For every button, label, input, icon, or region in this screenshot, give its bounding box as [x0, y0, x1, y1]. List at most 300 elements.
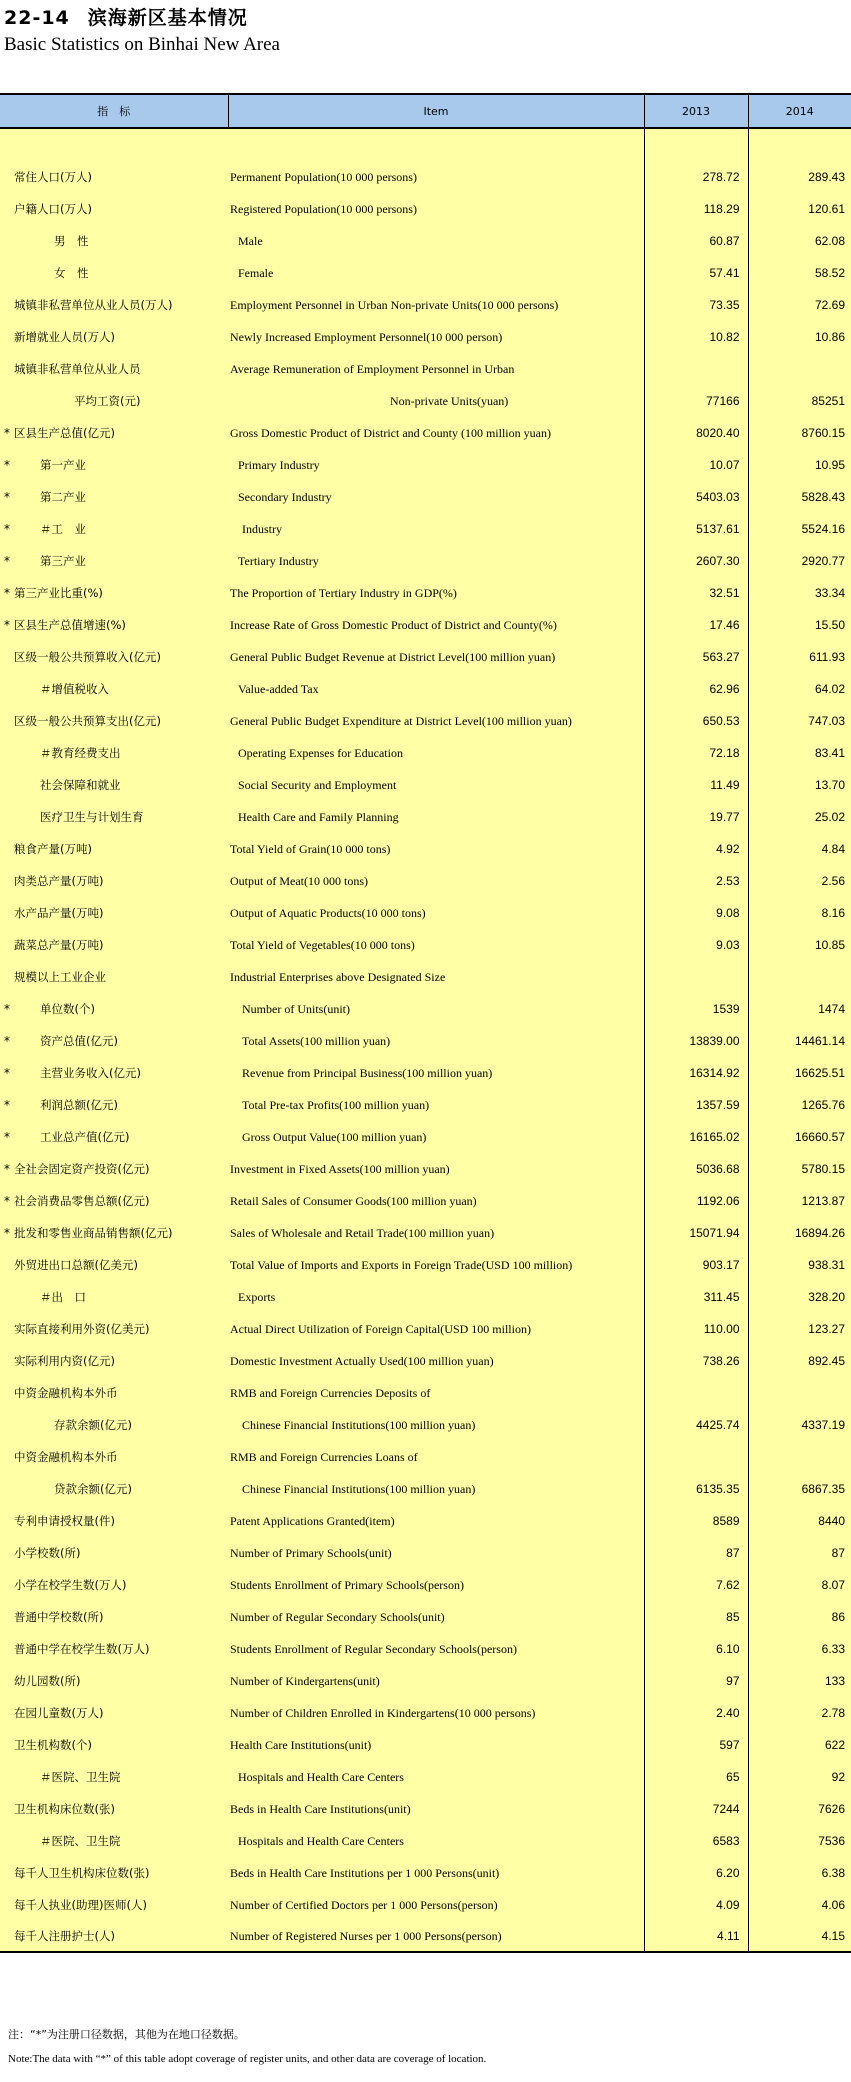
indicator-cn-text: 城镇非私营单位从业人员(万人) [14, 298, 173, 312]
item-en-cell [228, 1665, 644, 1697]
value-2014-cell [748, 1441, 851, 1473]
indicator-cn-cell [0, 1665, 228, 1697]
indicator-cn-cell [0, 257, 228, 289]
table-row [0, 1505, 851, 1537]
table-row [0, 1537, 851, 1569]
indicator-cn-cell [0, 289, 228, 321]
item-en-text: Revenue from Principal Business(100 million yuan) [242, 1065, 493, 1080]
value-2014-cell: 7626 [818, 1802, 845, 1816]
item-en-text: RMB and Foreign Currencies Loans of [230, 1449, 418, 1464]
indicator-cn-cell [0, 1345, 228, 1377]
indicator-cn-cell [0, 1249, 228, 1281]
indicator-cn-text: 粮食产量(万吨) [14, 842, 92, 856]
register-marker: * [4, 1066, 10, 1080]
item-en-cell [228, 1121, 644, 1153]
table-row [0, 609, 851, 641]
item-en-cell [228, 993, 644, 1025]
indicator-cn-text: ＃医院、卫生院 [40, 1770, 121, 1784]
value-2014-cell: 16625.51 [794, 1066, 845, 1080]
title-block [4, 4, 280, 58]
item-en-text: Operating Expenses for Education [238, 745, 403, 760]
item-en-text: Gross Domestic Product of District and County (100 million yuan) [230, 425, 551, 440]
indicator-cn-cell [0, 1921, 228, 1952]
value-2013-cell: 650.53 [644, 705, 748, 737]
item-en-cell [228, 1217, 644, 1249]
spacer-cell [644, 128, 748, 161]
table-row [0, 1825, 851, 1857]
value-2014-cell: 10.85 [814, 938, 845, 952]
register-marker: * [4, 618, 10, 632]
indicator-cn-text: 户籍人口(万人) [14, 202, 92, 216]
value-2014-cell: 6.33 [821, 1642, 845, 1656]
indicator-cn-cell [0, 641, 228, 673]
table-row [0, 1729, 851, 1761]
value-2014-cell: 2.78 [821, 1706, 845, 1720]
indicator-cn-cell [0, 1281, 228, 1313]
indicator-cn-cell [0, 1505, 228, 1537]
indicator-cn-cell [0, 737, 228, 769]
item-en-text: Output of Aquatic Products(10 000 tons) [230, 905, 426, 920]
table-header-row [0, 94, 851, 128]
indicator-cn-text: 第三产业 [40, 554, 86, 568]
item-en-cell [228, 545, 644, 577]
item-en-cell [228, 1505, 644, 1537]
value-2014-cell: 2.56 [821, 874, 845, 888]
value-2013-cell: 8020.40 [644, 417, 748, 449]
indicator-cn-cell [0, 545, 228, 577]
item-en-text: Number of Regular Secondary Schools(unit) [230, 1609, 445, 1624]
table-row [0, 1281, 851, 1313]
value-2014-cell: 747.03 [808, 714, 845, 728]
item-en-text: The Proportion of Tertiary Industry in GDP(%) [230, 585, 457, 600]
value-2014-cell: 72.69 [814, 298, 845, 312]
value-2014-cell: 10.86 [814, 330, 845, 344]
item-en-cell [228, 801, 644, 833]
item-en-text: Domestic Investment Actually Used(100 million yuan) [230, 1353, 494, 1368]
indicator-cn-text: 社会保障和就业 [40, 778, 121, 792]
register-marker: * [4, 586, 10, 600]
indicator-cn-cell [0, 1601, 228, 1633]
statistics-table [0, 93, 851, 1953]
table-row [0, 353, 851, 385]
header-indicator: 指 标 [0, 94, 228, 128]
table-row [0, 1697, 851, 1729]
title-text-cn: 滨海新区基本情况 [87, 7, 248, 29]
item-en-cell [228, 961, 644, 993]
item-en-text: Output of Meat(10 000 tons) [230, 873, 368, 888]
item-en-cell [228, 1569, 644, 1601]
item-en-text: Industrial Enterprises above Designated Size [230, 969, 446, 984]
value-2013-cell: 17.46 [644, 609, 748, 641]
table-row [0, 1249, 851, 1281]
value-2014-cell: 289.43 [808, 170, 845, 184]
indicator-cn-text: 每千人注册护士(人) [14, 1929, 115, 1943]
item-en-cell [228, 737, 644, 769]
value-2013-cell: 7244 [644, 1793, 748, 1825]
indicator-cn-cell [0, 609, 228, 641]
value-2014-cell: 83.41 [814, 746, 845, 760]
indicator-cn-text: 贷款余额(亿元) [54, 1482, 132, 1496]
table-row [0, 481, 851, 513]
item-en-text: Value-added Tax [238, 681, 319, 696]
indicator-cn-text: ＃出 口 [40, 1290, 86, 1304]
indicator-cn-cell [0, 993, 228, 1025]
value-2013-cell: 62.96 [644, 673, 748, 705]
value-2013-cell: 4425.74 [644, 1409, 748, 1441]
item-en-text: Primary Industry [238, 457, 320, 472]
indicator-cn-cell [0, 1889, 228, 1921]
value-2014-cell: 6.38 [821, 1866, 845, 1880]
register-marker: * [4, 1034, 10, 1048]
table-row [0, 929, 851, 961]
indicator-cn-text: 每千人卫生机构床位数(张) [14, 1866, 150, 1880]
value-2013-cell: 60.87 [644, 225, 748, 257]
item-en-cell [228, 449, 644, 481]
indicator-cn-cell [0, 1121, 228, 1153]
table-row [0, 641, 851, 673]
register-marker: * [4, 1098, 10, 1112]
value-2014-cell: 14461.14 [794, 1034, 845, 1048]
register-marker: * [4, 490, 10, 504]
item-en-cell [228, 1249, 644, 1281]
indicator-cn-cell [0, 1761, 228, 1793]
footnote-cn: 注：“*”为注册口径数据，其他为在地口径数据。 [8, 2028, 245, 2041]
indicator-cn-cell [0, 1089, 228, 1121]
table-row [0, 1473, 851, 1505]
value-2013-cell: 73.35 [644, 289, 748, 321]
value-2014-cell [748, 1377, 851, 1409]
table-row [0, 225, 851, 257]
value-2014-cell: 16660.57 [794, 1130, 845, 1144]
table-row [0, 1313, 851, 1345]
value-2013-cell: 15071.94 [644, 1217, 748, 1249]
indicator-cn-text: 第三产业比重(%) [14, 586, 103, 600]
value-2014-cell: 62.08 [814, 234, 845, 248]
page-title-en: Basic Statistics on Binhai New Area [4, 34, 280, 55]
indicator-cn-cell [0, 385, 228, 417]
value-2013-cell: 10.07 [644, 449, 748, 481]
indicator-cn-text: ＃增值税收入 [40, 682, 109, 696]
indicator-cn-cell [0, 801, 228, 833]
value-2013-cell: 903.17 [644, 1249, 748, 1281]
value-2014-cell: 892.45 [808, 1354, 845, 1368]
table-row [0, 705, 851, 737]
indicator-cn-cell [0, 481, 228, 513]
item-en-cell [228, 641, 644, 673]
value-2014-cell: 622 [824, 1738, 845, 1752]
footnote-en: Note:The data with “*” of this table adopt coverage of register units, and other data are coverage of location. [8, 2053, 487, 2065]
indicator-cn-text: 第二产业 [40, 490, 86, 504]
indicator-cn-text: 区级一般公共预算收入(亿元) [14, 650, 161, 664]
item-en-text: Chinese Financial Institutions(100 million yuan) [242, 1417, 476, 1432]
indicator-cn-cell [0, 417, 228, 449]
value-2013-cell: 32.51 [644, 577, 748, 609]
item-en-cell [228, 1729, 644, 1761]
value-2014-cell: 8440 [818, 1514, 845, 1528]
indicator-cn-text: 规模以上工业企业 [14, 970, 106, 984]
indicator-cn-text: 医疗卫生与计划生育 [40, 810, 144, 824]
value-2013-cell: 16165.02 [644, 1121, 748, 1153]
item-en-text: Employment Personnel in Urban Non-private Units(10 000 persons) [230, 297, 559, 312]
spacer-cell [0, 128, 228, 161]
item-en-text: Chinese Financial Institutions(100 million yuan) [242, 1481, 476, 1496]
item-en-text: Secondary Industry [238, 489, 332, 504]
value-2013-cell: 118.29 [644, 193, 748, 225]
indicator-cn-cell [0, 321, 228, 353]
indicator-cn-cell [0, 1473, 228, 1505]
item-en-cell [228, 417, 644, 449]
item-en-cell [228, 609, 644, 641]
indicator-cn-text: 在园儿童数(万人) [14, 1706, 104, 1720]
item-en-cell [228, 833, 644, 865]
table-row [0, 1569, 851, 1601]
value-2014-cell: 8.16 [821, 906, 845, 920]
value-2014-cell: 4.15 [748, 1921, 851, 1952]
indicator-cn-cell [0, 897, 228, 929]
item-en-text: Number of Primary Schools(unit) [230, 1545, 392, 1560]
indicator-cn-cell [0, 705, 228, 737]
indicator-cn-text: ＃教育经费支出 [40, 746, 121, 760]
item-en-text: Total Assets(100 million yuan) [242, 1033, 391, 1048]
table-row [0, 577, 851, 609]
register-marker: * [4, 554, 10, 568]
item-en-text: Number of Units(unit) [242, 1001, 350, 1016]
indicator-cn-text: 区级一般公共预算支出(亿元) [14, 714, 161, 728]
indicator-cn-cell [0, 1825, 228, 1857]
table-row [0, 769, 851, 801]
table-row [0, 193, 851, 225]
value-2013-cell: 7.62 [644, 1569, 748, 1601]
table-row [0, 1441, 851, 1473]
item-en-text: Increase Rate of Gross Domestic Product of District and County(%) [230, 617, 557, 632]
value-2014-cell: 123.27 [808, 1322, 845, 1336]
item-en-cell [228, 1153, 644, 1185]
value-2013-cell: 1539 [644, 993, 748, 1025]
item-en-cell [228, 929, 644, 961]
register-marker: * [4, 1130, 10, 1144]
item-en-text: Investment in Fixed Assets(100 million yuan) [230, 1161, 450, 1176]
table-row [0, 385, 851, 417]
indicator-cn-cell [0, 1729, 228, 1761]
indicator-cn-text: 存款余额(亿元) [54, 1418, 132, 1432]
item-en-text: General Public Budget Expenditure at District Level(100 million yuan) [230, 713, 572, 728]
item-en-cell [228, 1057, 644, 1089]
header-item: Item [228, 94, 644, 128]
value-2014-cell: 92 [831, 1770, 845, 1784]
indicator-cn-cell [0, 1313, 228, 1345]
value-2013-cell: 5403.03 [644, 481, 748, 513]
table-row [0, 1153, 851, 1185]
value-2014-cell [748, 961, 851, 993]
indicator-cn-text: 肉类总产量(万吨) [14, 874, 104, 888]
indicator-cn-text: 利润总额(亿元) [40, 1098, 118, 1112]
value-2014-cell: 58.52 [814, 266, 845, 280]
value-2013-cell: 11.49 [644, 769, 748, 801]
indicator-cn-text: 全社会固定资产投资(亿元) [14, 1162, 150, 1176]
register-marker: * [4, 1162, 10, 1176]
item-en-cell [228, 769, 644, 801]
item-en-cell [228, 1825, 644, 1857]
table-row [0, 1409, 851, 1441]
value-2013-cell: 4.11 [644, 1921, 748, 1952]
item-en-text: Hospitals and Health Care Centers [238, 1833, 404, 1848]
indicator-cn-cell [0, 225, 228, 257]
item-en-cell [228, 193, 644, 225]
value-2013-cell: 16314.92 [644, 1057, 748, 1089]
indicator-cn-text: 卫生机构数(个) [14, 1738, 92, 1752]
table-row [0, 1601, 851, 1633]
indicator-cn-cell [0, 929, 228, 961]
indicator-cn-text: 普通中学校数(所) [14, 1610, 104, 1624]
register-marker: * [4, 458, 10, 472]
table-row [0, 545, 851, 577]
item-en-cell [228, 385, 644, 417]
item-en-cell [228, 673, 644, 705]
indicator-cn-cell [0, 1793, 228, 1825]
indicator-cn-cell [0, 961, 228, 993]
table-row [0, 961, 851, 993]
indicator-cn-cell [0, 1857, 228, 1889]
value-2014-cell: 13.70 [814, 778, 845, 792]
indicator-cn-text: 区县生产总值增速(%) [14, 618, 126, 632]
value-2014-cell: 86 [831, 1610, 845, 1624]
table-spacer-row [0, 128, 851, 161]
value-2013-cell: 57.41 [644, 257, 748, 289]
indicator-cn-cell [0, 161, 228, 193]
item-en-text: Beds in Health Care Institutions(unit) [230, 1801, 411, 1816]
indicator-cn-text: 主营业务收入(亿元) [40, 1066, 141, 1080]
table-row [0, 1633, 851, 1665]
value-2014-cell: 1474 [818, 1002, 845, 1016]
register-marker: * [4, 426, 10, 440]
item-en-text: Total Yield of Vegetables(10 000 tons) [230, 937, 415, 952]
indicator-cn-text: 单位数(个) [40, 1002, 95, 1016]
value-2013-cell: 13839.00 [644, 1025, 748, 1057]
value-2013-cell: 563.27 [644, 641, 748, 673]
value-2014-cell: 8760.15 [801, 426, 845, 440]
table-row [0, 1761, 851, 1793]
indicator-cn-text: 社会消费品零售总额(亿元) [14, 1194, 150, 1208]
table-row [0, 1217, 851, 1249]
table-row [0, 1185, 851, 1217]
indicator-cn-cell [0, 865, 228, 897]
indicator-cn-cell [0, 1537, 228, 1569]
indicator-cn-text: 蔬菜总产量(万吨) [14, 938, 104, 952]
value-2014-cell: 2920.77 [801, 554, 845, 568]
item-en-cell [228, 1793, 644, 1825]
indicator-cn-text: 资产总值(亿元) [40, 1034, 118, 1048]
value-2013-cell [644, 1441, 748, 1473]
item-en-text: Total Value of Imports and Exports in Foreign Trade(USD 100 million) [230, 1257, 573, 1272]
item-en-cell [228, 1377, 644, 1409]
header-year-2014: 2014 [748, 94, 851, 128]
indicator-cn-cell [0, 833, 228, 865]
item-en-cell [228, 1281, 644, 1313]
item-en-text: General Public Budget Revenue at District Level(100 million yuan) [230, 649, 556, 664]
register-marker: * [4, 1226, 10, 1240]
value-2013-cell [644, 353, 748, 385]
value-2014-cell: 85251 [811, 394, 845, 408]
table-row [0, 289, 851, 321]
indicator-cn-text: 卫生机构床位数(张) [14, 1802, 115, 1816]
item-en-text: Patent Applications Granted(item) [230, 1513, 395, 1528]
indicator-cn-text: 小学校数(所) [14, 1546, 81, 1560]
item-en-cell [228, 481, 644, 513]
value-2013-cell: 10.82 [644, 321, 748, 353]
table-row [0, 1121, 851, 1153]
value-2013-cell: 6.10 [644, 1633, 748, 1665]
item-en-cell [228, 321, 644, 353]
indicator-cn-text: 普通中学在校学生数(万人) [14, 1642, 150, 1656]
table-row [0, 321, 851, 353]
indicator-cn-text: 实际利用内资(亿元) [14, 1354, 115, 1368]
table-row [0, 513, 851, 545]
indicator-cn-text: 区县生产总值(亿元) [14, 426, 115, 440]
table-row [0, 1089, 851, 1121]
table-row [0, 1665, 851, 1697]
value-2013-cell: 5036.68 [644, 1153, 748, 1185]
register-marker: * [4, 522, 10, 536]
item-en-cell [228, 513, 644, 545]
indicator-cn-text: 专利申请授权量(件) [14, 1514, 115, 1528]
value-2013-cell: 77166 [644, 385, 748, 417]
value-2013-cell [644, 961, 748, 993]
indicator-cn-cell [0, 1409, 228, 1441]
value-2014-cell: 4.06 [821, 1898, 845, 1912]
indicator-cn-cell [0, 1377, 228, 1409]
spacer-cell [228, 128, 644, 161]
item-en-cell [228, 865, 644, 897]
value-2013-cell: 6583 [644, 1825, 748, 1857]
item-en-cell [228, 705, 644, 737]
item-en-text: Students Enrollment of Primary Schools(person) [230, 1577, 464, 1592]
value-2014-cell: 4337.19 [801, 1418, 845, 1432]
item-en-cell [228, 1857, 644, 1889]
value-2013-cell: 19.77 [644, 801, 748, 833]
value-2014-cell: 5524.16 [801, 522, 845, 536]
item-en-cell [228, 1185, 644, 1217]
item-en-text: Number of Registered Nurses per 1 000 Persons(person) [230, 1928, 502, 1943]
indicator-cn-cell [0, 193, 228, 225]
item-en-text: Health Care and Family Planning [238, 809, 399, 824]
value-2014-cell: 8.07 [821, 1578, 845, 1592]
item-en-cell [228, 1921, 644, 1952]
table-row [0, 1345, 851, 1377]
statistics-table-wrapper [0, 93, 851, 1953]
register-marker: * [4, 1194, 10, 1208]
table-row [0, 449, 851, 481]
register-marker: * [4, 1002, 10, 1016]
item-en-text: Total Yield of Grain(10 000 tons) [230, 841, 391, 856]
indicator-cn-text: 中资金融机构本外币 [14, 1450, 118, 1464]
indicator-cn-text: 实际直接利用外资(亿美元) [14, 1322, 150, 1336]
table-row [0, 897, 851, 929]
item-en-text: Number of Kindergartens(unit) [230, 1673, 380, 1688]
item-en-cell [228, 161, 644, 193]
footnotes [8, 2023, 486, 2071]
indicator-cn-cell [0, 1569, 228, 1601]
indicator-cn-text: 水产品产量(万吨) [14, 906, 104, 920]
table-row [0, 1377, 851, 1409]
item-en-text: Social Security and Employment [238, 777, 397, 792]
table-row [0, 673, 851, 705]
item-en-text: Total Pre-tax Profits(100 million yuan) [242, 1097, 430, 1112]
table-row [0, 993, 851, 1025]
item-en-text: Permanent Population(10 000 persons) [230, 169, 417, 184]
value-2013-cell: 2.40 [644, 1697, 748, 1729]
table-row [0, 1793, 851, 1825]
indicator-cn-cell [0, 673, 228, 705]
